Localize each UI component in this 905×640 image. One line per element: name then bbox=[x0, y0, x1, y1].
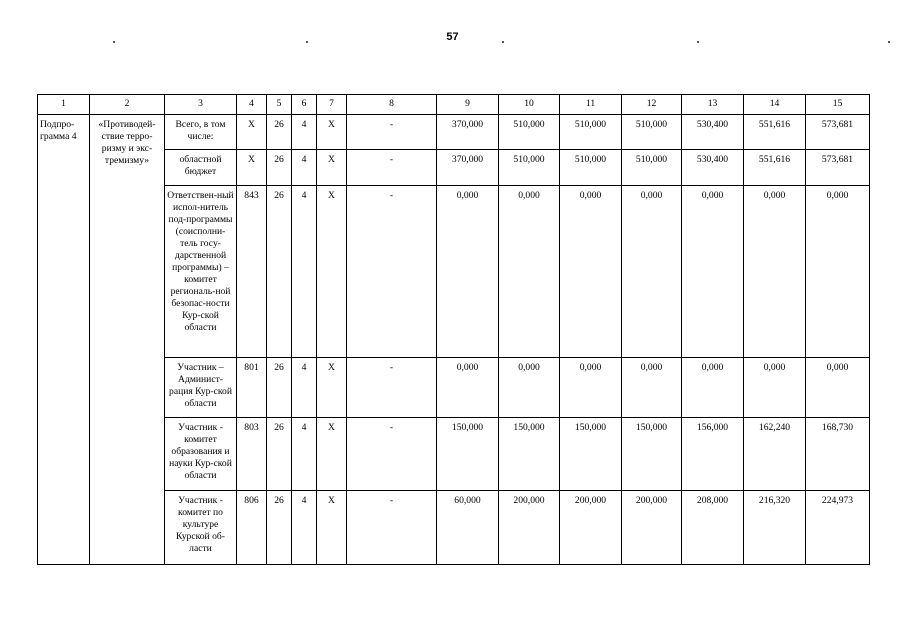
cell-value: 150,000 bbox=[622, 418, 682, 491]
cell-value: 208,000 bbox=[682, 491, 744, 565]
cell-grbs: X bbox=[237, 150, 267, 186]
header-cell: 5 bbox=[267, 95, 292, 115]
scan-speck bbox=[502, 41, 504, 43]
cell-value: 510,000 bbox=[499, 150, 560, 186]
cell-value: 370,000 bbox=[437, 150, 499, 186]
cell-value: 200,000 bbox=[499, 491, 560, 565]
cell-value: 573,681 bbox=[806, 150, 870, 186]
cell-value: 224,973 bbox=[806, 491, 870, 565]
cell-value: 0,000 bbox=[682, 358, 744, 418]
cell-section: 26 bbox=[267, 418, 292, 491]
header-cell: 11 bbox=[560, 95, 622, 115]
header-cell: 9 bbox=[437, 95, 499, 115]
row-description: Участник – Админист-рация Кур-ской области bbox=[165, 358, 237, 418]
cell-value: 216,320 bbox=[744, 491, 806, 565]
cell-value: 162,240 bbox=[744, 418, 806, 491]
cell-value: 0,000 bbox=[437, 186, 499, 358]
cell-grbs: 803 bbox=[237, 418, 267, 491]
cell-grbs: X bbox=[237, 115, 267, 150]
cell-subsection: 4 bbox=[292, 358, 317, 418]
cell-value: 0,000 bbox=[560, 186, 622, 358]
cell-value: 370,000 bbox=[437, 115, 499, 150]
cell-value: 0,000 bbox=[744, 186, 806, 358]
header-cell: 1 bbox=[38, 95, 90, 115]
cell-value: 573,681 bbox=[806, 115, 870, 150]
cell-col8: - bbox=[347, 186, 437, 358]
budget-table bbox=[37, 94, 870, 565]
page-number: 57 bbox=[446, 31, 459, 43]
cell-subsection: 4 bbox=[292, 186, 317, 358]
header-cell: 15 bbox=[806, 95, 870, 115]
header-cell: 14 bbox=[744, 95, 806, 115]
cell-value: 0,000 bbox=[499, 186, 560, 358]
cell-section: 26 bbox=[267, 115, 292, 150]
scan-speck bbox=[697, 41, 699, 43]
cell-subsection: 4 bbox=[292, 491, 317, 565]
scan-speck bbox=[888, 41, 890, 43]
cell-value: 0,000 bbox=[437, 358, 499, 418]
header-cell: 4 bbox=[237, 95, 267, 115]
header-cell: 10 bbox=[499, 95, 560, 115]
header-cell: 3 bbox=[165, 95, 237, 115]
cell-value: 156,000 bbox=[682, 418, 744, 491]
cell-value: 510,000 bbox=[499, 115, 560, 150]
cell-col8: - bbox=[347, 115, 437, 150]
row-description: Участник - комитет образования и науки Кур-ской области bbox=[165, 418, 237, 491]
cell-value: 150,000 bbox=[437, 418, 499, 491]
row-description: Ответствен-ный испол-нитель под-программы (соисполни-тель госу-дарственной программы) – комитет региональ-ной безопас-ности Кур-ской области bbox=[165, 186, 237, 358]
scan-speck bbox=[306, 41, 308, 43]
cell-value: 510,000 bbox=[560, 150, 622, 186]
cell-value: 150,000 bbox=[560, 418, 622, 491]
cell-section: 26 bbox=[267, 358, 292, 418]
cell-col8: - bbox=[347, 491, 437, 565]
row-description: областной бюджет bbox=[165, 150, 237, 186]
cell-value: 0,000 bbox=[499, 358, 560, 418]
cell-value: 551,616 bbox=[744, 115, 806, 150]
scan-speck bbox=[113, 41, 115, 43]
cell-value: 0,000 bbox=[744, 358, 806, 418]
header-cell: 2 bbox=[90, 95, 165, 115]
cell-target: X bbox=[317, 418, 347, 491]
cell-target: X bbox=[317, 186, 347, 358]
cell-value: 0,000 bbox=[622, 358, 682, 418]
cell-subsection: 4 bbox=[292, 150, 317, 186]
cell-value: 0,000 bbox=[560, 358, 622, 418]
header-cell: 7 bbox=[317, 95, 347, 115]
cell-grbs: 843 bbox=[237, 186, 267, 358]
header-cell: 8 bbox=[347, 95, 437, 115]
cell-value: 150,000 bbox=[499, 418, 560, 491]
cell-value: 0,000 bbox=[622, 186, 682, 358]
cell-grbs: 806 bbox=[237, 491, 267, 565]
cell-value: 60,000 bbox=[437, 491, 499, 565]
cell-value: 530,400 bbox=[682, 115, 744, 150]
subprogram-label: Подпро-грамма 4 bbox=[38, 115, 90, 565]
cell-target: X bbox=[317, 115, 347, 150]
header-cell: 6 bbox=[292, 95, 317, 115]
cell-target: X bbox=[317, 491, 347, 565]
cell-grbs: 801 bbox=[237, 358, 267, 418]
cell-value: 0,000 bbox=[806, 358, 870, 418]
cell-value: 200,000 bbox=[622, 491, 682, 565]
cell-col8: - bbox=[347, 358, 437, 418]
cell-section: 26 bbox=[267, 491, 292, 565]
table-row bbox=[38, 115, 870, 150]
cell-value: 551,616 bbox=[744, 150, 806, 186]
cell-target: X bbox=[317, 150, 347, 186]
cell-subsection: 4 bbox=[292, 418, 317, 491]
row-description: Всего, в том числе: bbox=[165, 115, 237, 150]
cell-value: 0,000 bbox=[682, 186, 744, 358]
cell-value: 510,000 bbox=[560, 115, 622, 150]
header-cell: 12 bbox=[622, 95, 682, 115]
cell-value: 168,730 bbox=[806, 418, 870, 491]
cell-section: 26 bbox=[267, 150, 292, 186]
cell-value: 530,400 bbox=[682, 150, 744, 186]
cell-col8: - bbox=[347, 150, 437, 186]
cell-value: 200,000 bbox=[560, 491, 622, 565]
header-cell: 13 bbox=[682, 95, 744, 115]
cell-value: 0,000 bbox=[806, 186, 870, 358]
header-row bbox=[38, 95, 870, 115]
cell-col8: - bbox=[347, 418, 437, 491]
cell-target: X bbox=[317, 358, 347, 418]
subprogram-name: «Противодей-ствие терро-ризму и экс-тремизму» bbox=[90, 115, 165, 565]
cell-section: 26 bbox=[267, 186, 292, 358]
cell-value: 510,000 bbox=[622, 150, 682, 186]
cell-subsection: 4 bbox=[292, 115, 317, 150]
row-description: Участник - комитет по культуре Курской об-ласти bbox=[165, 491, 237, 565]
cell-value: 510,000 bbox=[622, 115, 682, 150]
